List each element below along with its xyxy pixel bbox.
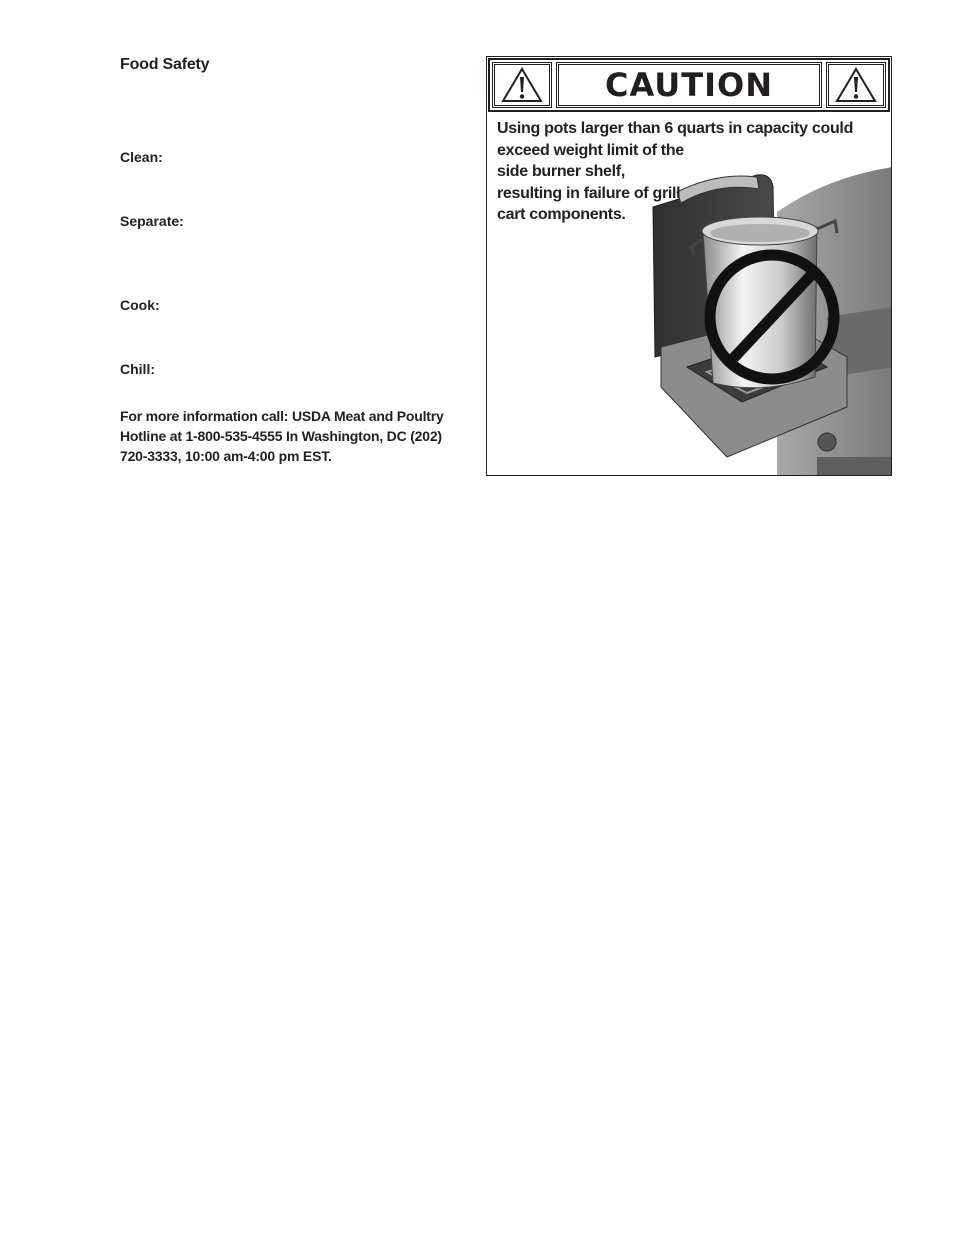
cook-label: Cook: <box>120 297 160 313</box>
caution-box <box>486 56 892 476</box>
warning-triangle-icon <box>826 62 886 108</box>
caution-title-cell <box>556 62 822 108</box>
caution-message-line1: Using pots larger than 6 quarts in capacity could <box>497 120 854 137</box>
caution-message-line2: exceed weight limit of the side burner shelf, resulting in failure of grill cart components. <box>497 141 684 223</box>
more-info-text: For more information call: USDA Meat and Poultry Hotline at 1-800-535-4555 In Washington, DC (202) 720-3333, 10:00 am-4:00 pm EST. <box>120 408 444 464</box>
food-safety-title: Food Safety <box>120 56 210 73</box>
chill-label: Chill: <box>120 361 155 377</box>
clean-label: Clean: <box>120 149 163 165</box>
caution-heading: CAUTION <box>605 66 773 104</box>
caution-banner <box>488 58 890 112</box>
warning-triangle-icon <box>492 62 552 108</box>
separate-label: Separate: <box>120 213 184 229</box>
caution-message <box>497 118 882 226</box>
